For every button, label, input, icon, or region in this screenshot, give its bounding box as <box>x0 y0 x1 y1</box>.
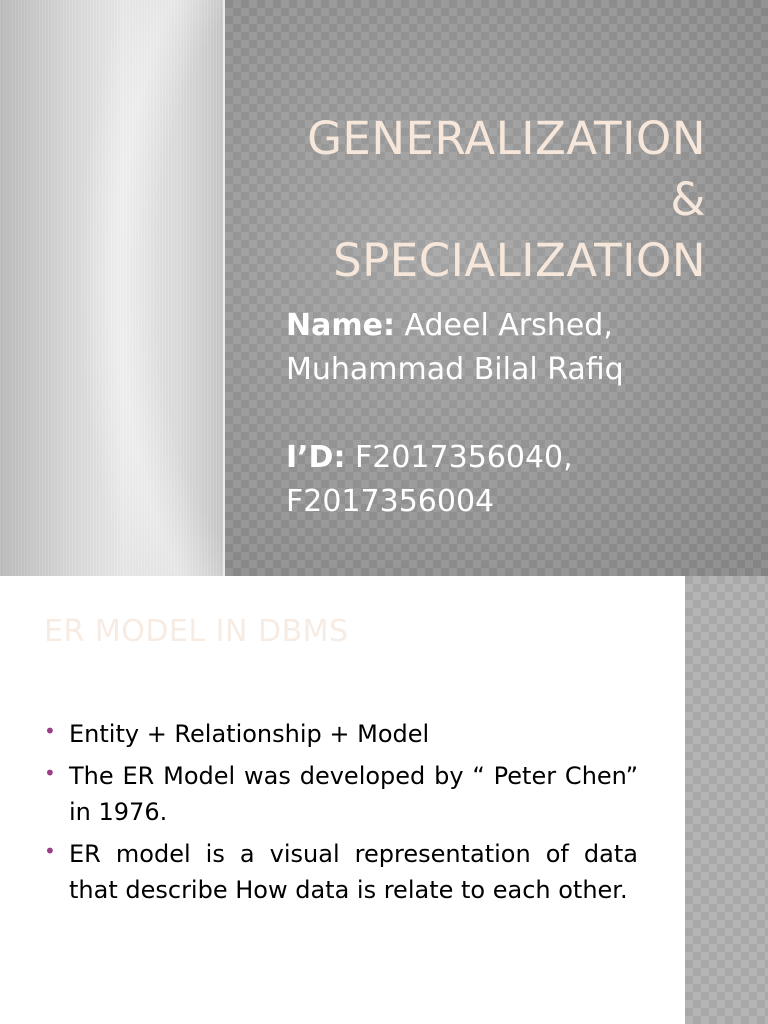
name-label: Name: <box>286 308 395 343</box>
bullet-icon: • <box>44 761 56 785</box>
list-item <box>44 716 638 752</box>
list-item <box>44 836 638 908</box>
slide-title <box>236 108 706 291</box>
id-value-line-2: F2017356004 <box>286 484 495 519</box>
bullet-icon: • <box>44 839 56 863</box>
author-info <box>286 304 736 524</box>
title-line-3: SPECIALIZATION <box>333 234 706 287</box>
id-label: I’D: <box>286 440 346 475</box>
id-block <box>286 436 736 524</box>
list-item <box>44 758 638 830</box>
bullet-text: Entity + Relationship + Model <box>69 720 430 748</box>
title-line-2: & <box>670 173 706 226</box>
name-block <box>286 304 736 392</box>
content-slide <box>0 576 768 1024</box>
id-value: F2017356040, <box>345 440 573 475</box>
bullet-icon: • <box>44 719 56 743</box>
name-value: Adeel Arshed, <box>394 308 613 343</box>
left-decorative-panel <box>0 0 224 576</box>
slide2-title: ER MODEL IN DBMS <box>44 614 349 649</box>
bullet-text: The ER Model was developed by “ Peter Chen” in 1976. <box>69 762 638 826</box>
name-value-line-2: Muhammad Bilal Rafiq <box>286 352 624 387</box>
bullet-text: ER model is a visual representation of data that describe How data is relate to each other. <box>69 840 638 904</box>
right-decorative-strip <box>685 576 768 1024</box>
title-line-1: GENERALIZATION <box>307 112 706 165</box>
bullet-list <box>44 716 638 914</box>
